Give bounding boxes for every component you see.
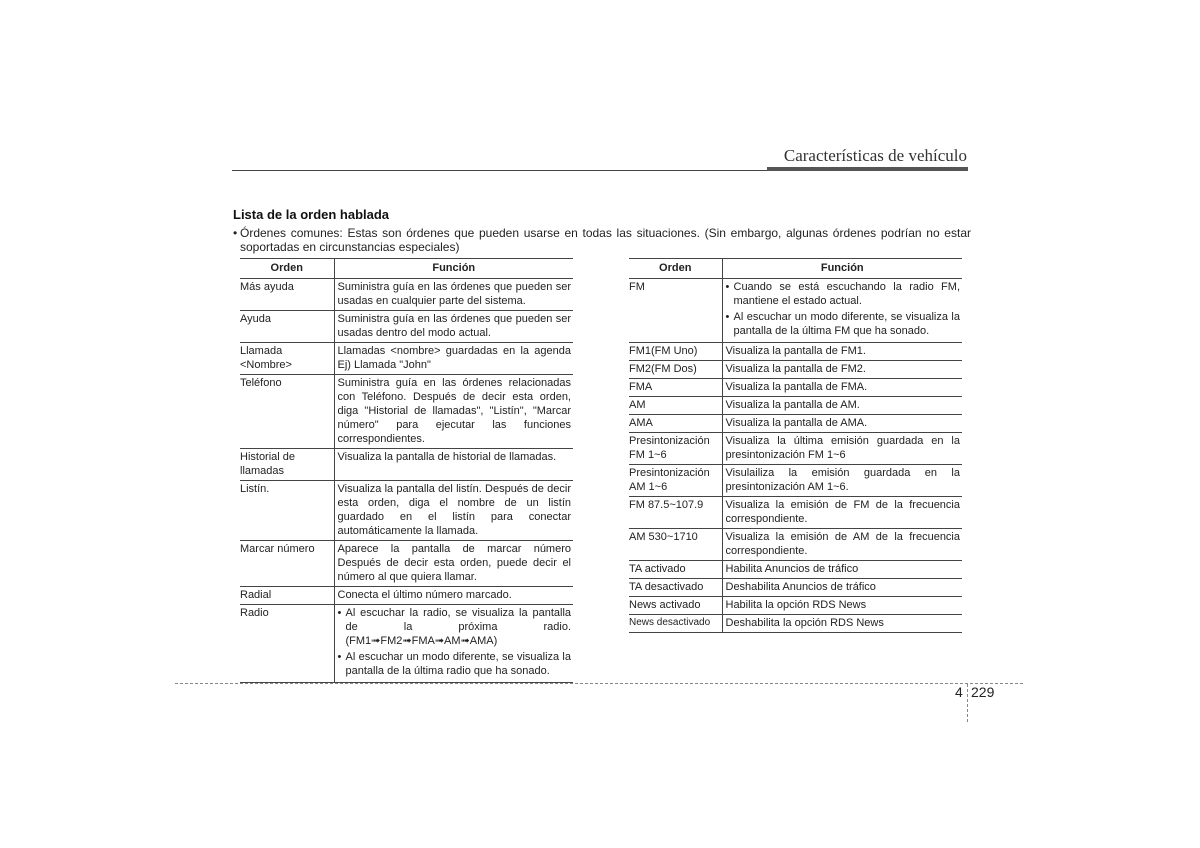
cell-order: Listín. bbox=[240, 481, 334, 541]
cell-function: Visualiza la pantalla de historial de llamadas. bbox=[334, 449, 573, 481]
cell-order: FM2(FM Dos) bbox=[629, 361, 722, 379]
table-row bbox=[629, 361, 962, 379]
cell-function: Visualiza la emisión de AM de la frecuencia correspondiente. bbox=[722, 529, 962, 561]
column-header-function: Función bbox=[722, 259, 962, 279]
table-row bbox=[240, 279, 573, 311]
table-row bbox=[240, 311, 573, 343]
cell-function: Visualiza la pantalla de FMA. bbox=[722, 379, 962, 397]
cell-function: Visualiza la emisión de FM de la frecuencia correspondiente. bbox=[722, 497, 962, 529]
intro-text: Órdenes comunes: Estas son órdenes que pueden usarse en todas las situaciones. (Sin embargo, algunas órdenes podrían no estar soportadas en circunstancias especiales) bbox=[240, 226, 971, 254]
cell-function: Conecta el último número marcado. bbox=[334, 587, 573, 605]
table-row bbox=[629, 615, 962, 633]
column-header-order: Orden bbox=[629, 259, 722, 279]
page-number: 229 bbox=[971, 684, 995, 700]
cell-function bbox=[334, 605, 573, 683]
cell-order: TA desactivado bbox=[629, 579, 722, 597]
chapter-number: 4 bbox=[955, 684, 963, 700]
table-row bbox=[629, 343, 962, 361]
header-rule-accent bbox=[767, 167, 968, 171]
column-header-function: Función bbox=[334, 259, 573, 279]
footer-divider bbox=[967, 684, 968, 722]
cell-function: Deshabilita la opción RDS News bbox=[722, 615, 962, 633]
cell-order: News desactivado bbox=[629, 615, 722, 633]
command-table-right bbox=[629, 258, 962, 633]
bullet-item: • Al escuchar un modo diferente, se visualiza la pantalla de la última radio que ha sonado. bbox=[338, 650, 572, 678]
table-row bbox=[629, 579, 962, 597]
table-row bbox=[629, 433, 962, 465]
cell-order: TA activado bbox=[629, 561, 722, 579]
cell-order: Radial bbox=[240, 587, 334, 605]
table-row bbox=[629, 497, 962, 529]
cell-order: Presintonización AM 1~6 bbox=[629, 465, 722, 497]
cell-order: Marcar número bbox=[240, 541, 334, 587]
cell-function: Visualiza la última emisión guardada en la presintonización FM 1~6 bbox=[722, 433, 962, 465]
cell-function: Suministra guía en las órdenes que pueden ser usadas en cualquier parte del sistema. bbox=[334, 279, 573, 311]
bullet-item: • Al escuchar un modo diferente, se visualiza la pantalla de la última FM que ha sonado. bbox=[726, 310, 961, 338]
cell-function: Suministra guía en las órdenes relacionadas con Teléfono. Después de decir esta orden, diga "Historial de llamadas", "Listín", "Marcar número" para ejecutar las funciones correspondientes. bbox=[334, 375, 573, 449]
table-row bbox=[240, 481, 573, 541]
cell-function: Visulailiza la emisión guardada en la presintonización AM 1~6. bbox=[722, 465, 962, 497]
table-header-row bbox=[240, 259, 573, 279]
cell-function: Visualiza la pantalla de AM. bbox=[722, 397, 962, 415]
header-rule bbox=[232, 170, 768, 171]
table-header-row bbox=[629, 259, 962, 279]
table-row bbox=[240, 605, 573, 683]
table-row bbox=[629, 415, 962, 433]
table-row bbox=[240, 587, 573, 605]
cell-order: Historial de llamadas bbox=[240, 449, 334, 481]
table-row bbox=[629, 397, 962, 415]
cell-function: Habilita Anuncios de tráfico bbox=[722, 561, 962, 579]
footer-rule bbox=[175, 683, 1023, 684]
cell-order: FMA bbox=[629, 379, 722, 397]
table-row bbox=[240, 375, 573, 449]
column-header-order: Orden bbox=[240, 259, 334, 279]
cell-function: Visualiza la pantalla de FM2. bbox=[722, 361, 962, 379]
cell-function: Visualiza la pantalla de FM1. bbox=[722, 343, 962, 361]
running-header-title: Características de vehículo bbox=[783, 146, 967, 165]
table-row bbox=[629, 279, 962, 343]
table-row bbox=[240, 541, 573, 587]
bullet-glyph: • bbox=[233, 226, 238, 240]
cell-order: FM bbox=[629, 279, 722, 343]
cell-order: FM1(FM Uno) bbox=[629, 343, 722, 361]
cell-function: Visualiza la pantalla del listín. Después de decir esta orden, diga el nombre de un listín guardado en el listín para conectar automáticamente la llamada. bbox=[334, 481, 573, 541]
table-row bbox=[629, 561, 962, 579]
table-row bbox=[629, 597, 962, 615]
cell-function: Habilita la opción RDS News bbox=[722, 597, 962, 615]
cell-order: Radio bbox=[240, 605, 334, 683]
table-row bbox=[629, 529, 962, 561]
cell-order: FM 87.5~107.9 bbox=[629, 497, 722, 529]
cell-order: Más ayuda bbox=[240, 279, 334, 311]
cell-function bbox=[722, 279, 962, 343]
cell-order: Llamada <Nombre> bbox=[240, 343, 334, 375]
cell-order: AMA bbox=[629, 415, 722, 433]
cell-order: AM bbox=[629, 397, 722, 415]
section-title: Lista de la orden hablada bbox=[233, 207, 390, 222]
bullet-item: • Al escuchar la radio, se visualiza la pantalla de la próxima radio. (FM1➟FM2➟FMA➟AM➟AMA) bbox=[338, 606, 572, 648]
cell-function: Llamadas <nombre> guardadas en la agenda Ej) Llamada "John" bbox=[334, 343, 573, 375]
cell-function: Suministra guía en las órdenes que pueden ser usadas dentro del modo actual. bbox=[334, 311, 573, 343]
table-row bbox=[240, 449, 573, 481]
cell-function: Aparece la pantalla de marcar número Después de decir esta orden, puede decir el número al que quiera llamar. bbox=[334, 541, 573, 587]
command-table-left bbox=[240, 258, 573, 683]
cell-function: Deshabilita Anuncios de tráfico bbox=[722, 579, 962, 597]
table-row bbox=[629, 379, 962, 397]
cell-order: Ayuda bbox=[240, 311, 334, 343]
cell-order: Presintonización FM 1~6 bbox=[629, 433, 722, 465]
table-row bbox=[629, 465, 962, 497]
cell-function: Visualiza la pantalla de AMA. bbox=[722, 415, 962, 433]
cell-order: AM 530~1710 bbox=[629, 529, 722, 561]
intro-paragraph bbox=[233, 226, 971, 254]
bullet-item: • Cuando se está escuchando la radio FM, mantiene el estado actual. bbox=[726, 280, 961, 308]
cell-order: Teléfono bbox=[240, 375, 334, 449]
cell-order: News activado bbox=[629, 597, 722, 615]
table-row bbox=[240, 343, 573, 375]
